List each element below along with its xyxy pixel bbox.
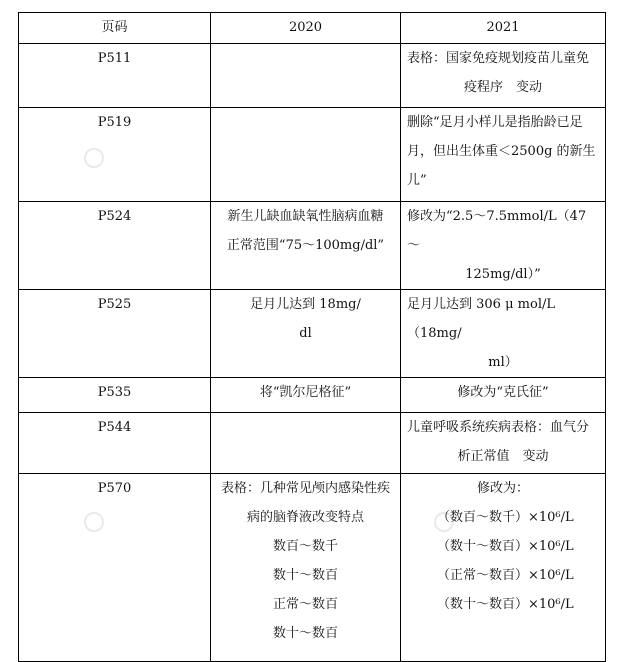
page-number: P525 xyxy=(97,297,132,312)
table-row xyxy=(19,44,606,108)
page-cell xyxy=(19,378,211,413)
cell-line: （数十～数百）×10⁶/L xyxy=(437,597,574,612)
cell-line: 将“凯尔尼格征” xyxy=(259,385,352,400)
cell-2020 xyxy=(211,44,401,108)
cell-line: 足月儿达到 306 μ mol/L（18mg/ xyxy=(407,297,555,341)
cell-line: 病的脑脊液改变特点 xyxy=(246,510,364,525)
header-2021: 2021 xyxy=(401,13,606,44)
page-cell xyxy=(19,413,211,474)
page-number: P511 xyxy=(97,51,132,66)
page-cell xyxy=(19,202,211,290)
page-cell xyxy=(19,474,211,662)
cell-2021 xyxy=(401,378,606,413)
cell-2020 xyxy=(211,202,401,290)
cell-line: 月，但出生体重＜2500g 的新生 xyxy=(407,144,596,159)
page-number: P544 xyxy=(97,420,132,435)
cell-2021 xyxy=(401,202,606,290)
table-row xyxy=(19,413,606,474)
page-number: P535 xyxy=(97,385,132,400)
page-number: P524 xyxy=(97,209,132,224)
cell-2021 xyxy=(401,44,606,108)
cell-line: 数十～数百 xyxy=(272,626,338,641)
cell-line: 正常范围“75～100mg/dl” xyxy=(226,238,385,253)
cell-line: 儿童呼吸系统疾病表格：血气分 xyxy=(407,420,590,435)
table-row xyxy=(19,378,606,413)
cell-2021 xyxy=(401,290,606,378)
cell-line: 修改为“克氏征” xyxy=(457,385,549,400)
page-number: P570 xyxy=(97,481,132,496)
cell-line: （正常～数百）×10⁶/L xyxy=(437,568,574,583)
cell-line: （数十～数百）×10⁶/L xyxy=(437,539,574,554)
cell-2020 xyxy=(211,378,401,413)
cell-line: 疫程序 变动 xyxy=(463,80,542,95)
cell-line: （数百～数千）×10⁶/L xyxy=(437,510,574,525)
cell-line: ml） xyxy=(488,355,518,370)
cell-2021 xyxy=(401,413,606,474)
cell-line: 新生儿缺血缺氧性脑病血糖 xyxy=(227,209,384,224)
cell-line: dl xyxy=(299,326,312,341)
cell-line: 数百～数千 xyxy=(272,539,338,554)
table-row xyxy=(19,202,606,290)
cell-2020 xyxy=(211,413,401,474)
page-number: P519 xyxy=(97,115,132,130)
cell-line: 数十～数百 xyxy=(272,568,338,583)
cell-2020 xyxy=(211,474,401,662)
page-cell xyxy=(19,44,211,108)
cell-line: 正常～数百 xyxy=(272,597,338,612)
cell-line: 修改为“2.5～7.5mmol/L（47～ xyxy=(407,209,587,253)
table-row xyxy=(19,474,606,662)
cell-line: 表格：国家免疫规划疫苗儿童免 xyxy=(407,51,590,66)
page-cell xyxy=(19,290,211,378)
cell-line: 删除“足月小样儿是指胎龄已足 xyxy=(407,115,583,130)
change-table xyxy=(18,12,606,662)
cell-2020 xyxy=(211,108,401,202)
page-cell xyxy=(19,108,211,202)
cell-2020 xyxy=(211,290,401,378)
header-2020: 2020 xyxy=(211,13,401,44)
cell-line: 足月儿达到 18mg/ xyxy=(250,297,361,312)
cell-line: 析正常值 变动 xyxy=(457,449,549,464)
cell-line: 修改为： xyxy=(476,481,529,496)
cell-2021 xyxy=(401,108,606,202)
cell-line: 儿” xyxy=(407,173,427,188)
table-row xyxy=(19,290,606,378)
cell-line: 表格：几种常见颅内感染性疾 xyxy=(220,481,390,496)
header-row xyxy=(19,13,606,44)
cell-2021 xyxy=(401,474,606,662)
table-row xyxy=(19,108,606,202)
header-page: 页码 xyxy=(19,13,211,44)
cell-line: 125mg/dl）” xyxy=(465,267,541,282)
